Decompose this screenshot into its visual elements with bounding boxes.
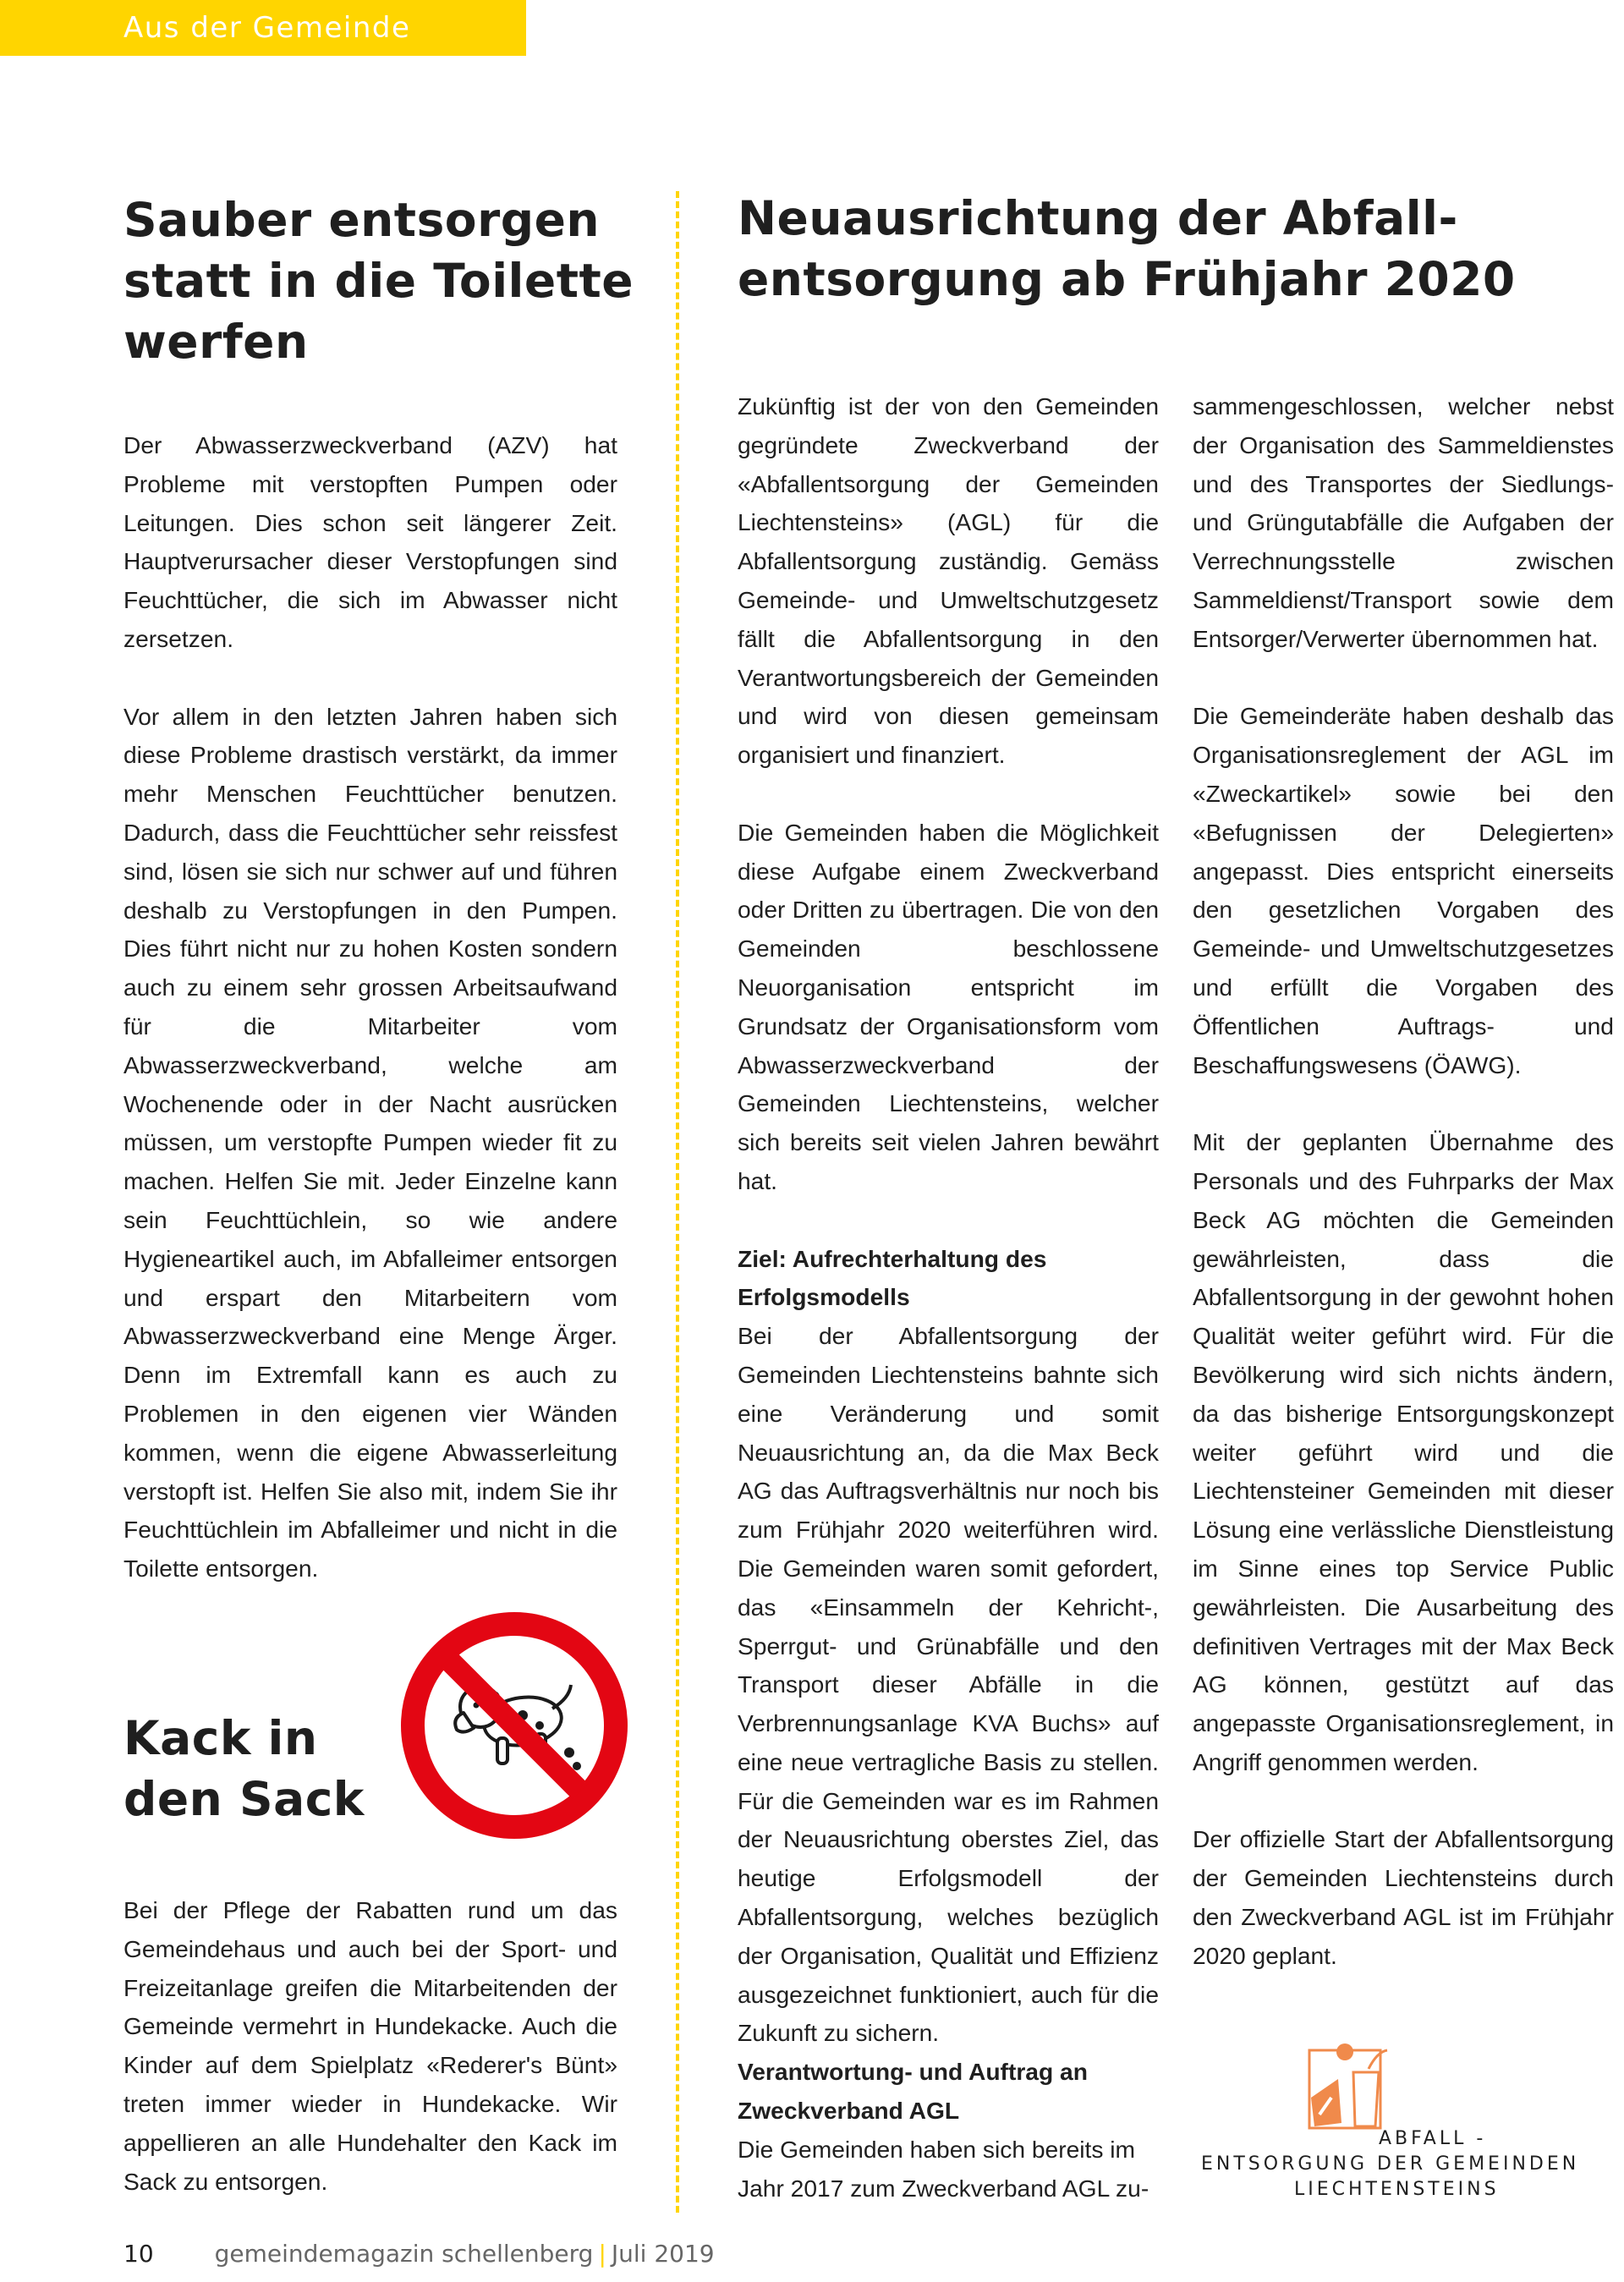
paragraph: Die Gemeinden haben die Möglichkeit diese Aufgabe einem Zweckverband oder Dritten zu übertragen. Die von den Gemeinden beschlossene Neuorganisation entspricht im Grundsatz der Organisationsform vom Abwasserzweckverband der Gemeinden Liechtensteins, welcher sich bereits seit vielen Jahren bewährt hat. [738, 818, 1159, 1194]
subsection [738, 1240, 1159, 2054]
subheading: Ziel: Aufrechterhaltung des Erfolgsmodells [738, 1244, 1047, 1311]
footer-separator: | [598, 2240, 606, 2268]
title-line: entsorgung ab Frühjahr 2020 [738, 252, 1516, 306]
paragraph: Der Abwasserzweckverband (AZV) hat Probleme mit verstopften Pumpen oder Leitungen. Dies schon seit längerer Zeit. Hauptverursacher dieser Verstopfungen sind Feuchttücher, die sich im Abwasser nicht zersetzen. [123, 431, 617, 652]
logo-text-line3: LIECHTENSTEINS [1294, 2179, 1500, 2200]
paragraph: Der offizielle Start der Abfallentsorgung der Gemeinden Liechtensteins durch den Zweckverband AGL ist im Frühjahr 2020 geplant. [1193, 1825, 1614, 1969]
paragraph: Zukünftig ist der von den Gemeinden gegründete Zweckverband der «Abfallentsorgung der Gemeinden Liechtensteins» (AGL) für die Abfallentsorgung zuständig. Gemäss Gemeinde- und Umweltschutzgesetz fällt die Abfallentsorgung in den Verantwortungsbereich der Gemeinden und wird von diesen gemeinsam organisiert und finanziert. [738, 392, 1159, 769]
title-line: den Sack [123, 1772, 365, 1826]
article-body-toilet [123, 426, 617, 1588]
issue-date: Juli 2019 [611, 2240, 715, 2268]
article-title-agl [738, 188, 1583, 310]
section-tag: Aus der Gemeinde [0, 0, 526, 56]
paragraph: Bei der Abfallentsorgung der Gemeinden Liechtensteins bahnte sich eine Veränderung und somit Neuausrichtung an, da die Max Beck AG das Auftragsverhältnis nur noch bis zum Frühjahr 2020 weiterführen wird. Die Gemeinden waren somit gefordert, das «Einsammeln der Kehricht-, Sperrgut- und Grünabfälle und den Transport dieser Abfälle in die Verbrennungsanlage KVA Buchs» auf eine neue vertragliche Basis zu stellen. Für die Gemeinden war es im Rahmen der Neuausrichtung oberstes Ziel, das heutige Erfolgsmodell der Abfallentsorgung, welches bezüglich der Organisation, Qualität und Effizienz ausgezeichnet funktioniert, auch für die Zukunft zu sichern. [738, 1322, 1159, 2047]
page-number: 10 [123, 2240, 154, 2268]
agl-logo [1201, 2038, 1599, 2208]
paragraph: Vor allem in den letzten Jahren haben sich diese Probleme drastisch verstärkt, da immer mehr Menschen Feuchttücher benutzen. Dadurch, dass die Feuchttücher sehr reissfest sind, lösen sie sich nur schwer auf und führen deshalb zu Verstopfungen in den Pumpen. Dies führt nicht nur zu hohen Kosten sondern auch zu einem sehr grossen Arbeitsaufwand für die Mitarbeiter vom Abwasserzweckverband, welche am Wochenende oder in der Nacht ausrücken müssen, um verstopfte Pumpen wieder fit zu machen. Helfen Sie mit. Jeder Einzelne kann sein Feuchttüchlein, so wie andere Hygieneartikel auch, im Abfalleimer entsorgen und erspart den Mitarbeitern vom Abwasserzweckverband eine Menge Ärger. Denn im Extremfall kann es auch zu Problemen in den eigenen vier Wänden kommen, wenn die eigene Abwasserleitung verstopft ist. Helfen Sie also mit, indem Sie ihr Feuchttüchlein im Abfalleimer und nicht in die Toilette entsorgen. [123, 702, 617, 1583]
subheading: Verantwortung- und Auftrag an Zweckverband AGL [738, 2058, 1088, 2125]
article-body-agl-col2 [1193, 387, 1614, 1976]
subsection [738, 2053, 1159, 2208]
paragraph: Bei der Pflege der Rabatten rund um das Gemeindehaus und auch bei der Sport- und Freizeitanlage greifen die Mitarbeitenden der Gemeinde vermehrt in Hundekacke. Auch die Kinder auf dem Spielplatz «Rederer's Bünt» treten immer wieder in Hundekacke. Wir appellieren an alle Hundehalter den Kack im Sack zu entsorgen. [123, 1896, 617, 2195]
paragraph: sammengeschlossen, welcher nebst der Organisation des Sammeldienstes und des Transportes der Siedlungs- und Grüngutabfälle die Aufgaben der Verrechnungsstelle zwischen Sammeldienst/Transport sowie dem Entsorger/Verwerter übernommen hat. [1193, 392, 1614, 652]
column-divider [676, 191, 679, 2213]
paragraph: Mit der geplanten Übernahme des Personals und des Fuhrparks der Max Beck AG möchten die Gemeinden gewährleisten, dass die Abfallentsorgung in der gewohnt hohen Qualität weiter geführt wird. Für die Bevölkerung wird sich nichts ändern, da das bisherige Entsorgungskonzept weiter geführt wird und die Liechtensteiner Gemeinden mit dieser Lösung eine verlässliche Dienstleistung im Sinne eines top Service Public gewährleisten. Die Ausarbeitung des definitiven Vertrages mit der Max Beck AG können, gestützt auf das angepasste Organisationsreglement, in Angriff genommen werden. [1193, 1128, 1614, 1775]
title-line: Kack in [123, 1711, 318, 1765]
magazine-name: gemeindemagazin schellenberg [214, 2240, 594, 2268]
title-line: werfen [123, 315, 309, 369]
article-title-kack [123, 1708, 479, 1829]
article-body-kack [123, 1891, 617, 2201]
page-footer [123, 2240, 715, 2268]
paragraph: Die Gemeinderäte haben deshalb das Organisationsreglement der AGL im «Zweckartikel» sowie bei den «Befugnissen der Delegierten» angepasst. Dies entspricht einerseits den gesetzlichen Vorgaben des Gemeinde- und Umweltschutzgesetzes und erfüllt die Vorgaben des Öffentlichen Auftrags- und Beschaffungswesens (ÖAWG). [1193, 702, 1614, 1078]
title-line: Sauber entsorgen [123, 193, 601, 247]
title-line: statt in die Toilette [123, 254, 634, 308]
title-line: Neuausrichtung der Abfall- [738, 191, 1458, 245]
paragraph: Die Gemeinden haben sich bereits im Jahr 2017 zum Zweckverband AGL zu- [738, 2135, 1149, 2202]
article-body-agl-col1 [738, 387, 1159, 2208]
logo-text-line1: ABFALL - [1379, 2128, 1487, 2149]
logo-text-line2: ENTSORGUNG DER GEMEINDEN [1201, 2153, 1580, 2175]
article-title-toilet [123, 189, 648, 372]
